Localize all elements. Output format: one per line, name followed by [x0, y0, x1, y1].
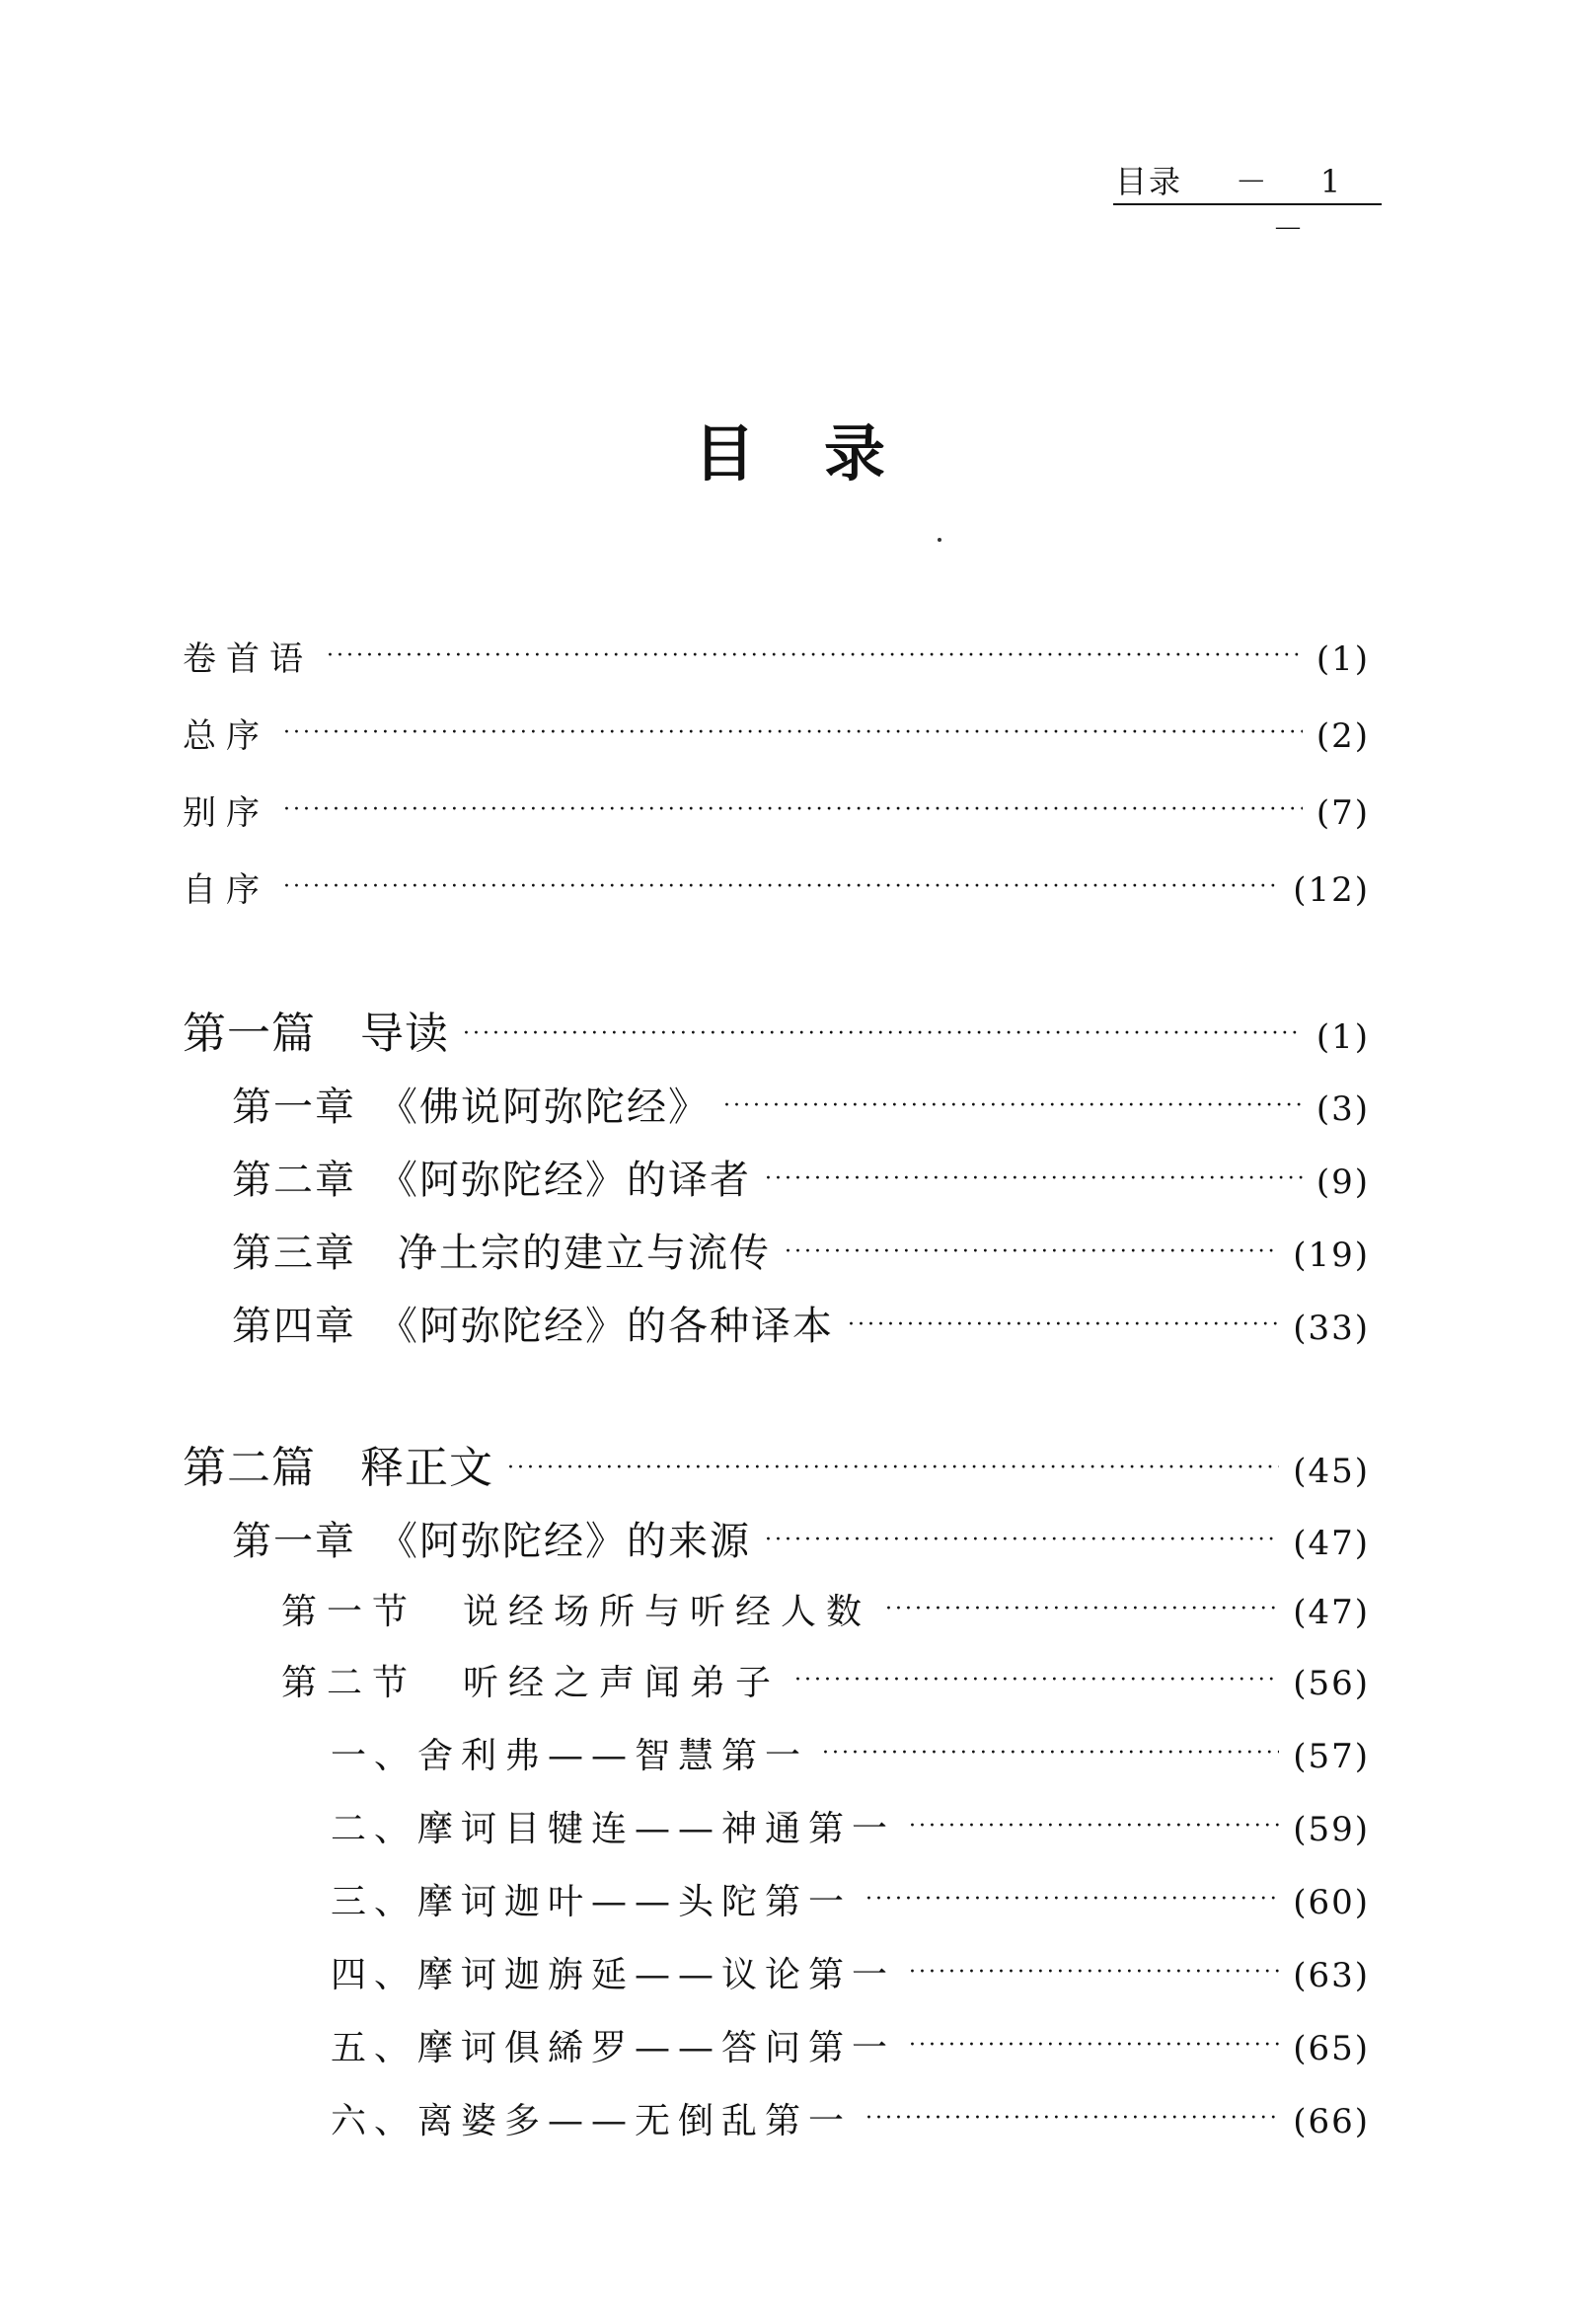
- toc-entry-title: 六、离婆多——无倒乱第一: [331, 2101, 853, 2141]
- toc-entry-page: (1): [1316, 1017, 1370, 1057]
- toc-entry-item-4[interactable]: [331, 1948, 1370, 2003]
- running-header-page-number: － 1 －: [1235, 163, 1363, 248]
- toc-entry-title: 第二章 《阿弥陀经》的译者: [232, 1158, 751, 1203]
- toc-entry-page: (7): [1316, 793, 1370, 833]
- toc-entry-page: (66): [1293, 2102, 1370, 2141]
- toc-dot-leader: [785, 1225, 1279, 1280]
- toc-entry-page: (60): [1293, 1883, 1370, 1922]
- toc-entry-item-1[interactable]: [331, 1729, 1370, 1784]
- toc-entry-item-2[interactable]: [331, 1802, 1370, 1857]
- toc-dot-leader: [865, 1872, 1279, 1927]
- toc-entry-title: 第二节 听经之声闻弟子: [281, 1663, 782, 1703]
- toc-entry-title: 别序: [183, 793, 269, 833]
- toc-entry-page: (19): [1293, 1236, 1370, 1275]
- toc-dot-leader: [327, 629, 1303, 684]
- running-header-label: 目录: [1115, 163, 1183, 200]
- toc-entry-title: 三、摩诃迦叶——头陀第一: [331, 1882, 853, 1922]
- toc-entry-front-zixu[interactable]: [183, 862, 1370, 918]
- toc-entry-part1-chapter-2[interactable]: [232, 1153, 1370, 1208]
- toc-entry-page: (59): [1293, 1810, 1370, 1849]
- toc-entry-page: (47): [1293, 1524, 1370, 1563]
- toc-entry-page: (2): [1316, 716, 1370, 756]
- toc-entry-page: (63): [1293, 1956, 1370, 1995]
- toc-dot-leader: [794, 1653, 1279, 1708]
- toc-entry-front-biexu[interactable]: [183, 786, 1370, 841]
- toc-dot-leader: [283, 860, 1279, 915]
- toc-entry-title: 自序: [183, 870, 269, 910]
- toc-entry-title: 第一节 说经场所与听经人数: [281, 1592, 872, 1632]
- toc-entry-page: (56): [1293, 1664, 1370, 1703]
- toc-entry-part1-chapter-4[interactable]: [232, 1299, 1370, 1354]
- toc-dot-leader: [909, 1945, 1279, 2000]
- toc-dot-leader: [283, 706, 1303, 761]
- toc-entry-title: 第四章 《阿弥陀经》的各种译本: [232, 1304, 834, 1349]
- toc-dot-leader: [865, 2091, 1279, 2146]
- toc-dot-leader: [909, 2018, 1279, 2073]
- toc-entry-title: 第三章 净土宗的建立与流传: [232, 1231, 771, 1276]
- toc-entry-page: (12): [1293, 870, 1370, 910]
- toc-dot-leader: [765, 1513, 1279, 1568]
- toc-entry-item-6[interactable]: [331, 2094, 1370, 2149]
- toc-entry-title: 五、摩诃俱絺罗——答问第一: [331, 2028, 896, 2068]
- toc-dot-leader: [283, 783, 1303, 838]
- toc-dot-leader: [885, 1582, 1279, 1637]
- toc-entry-title: 卷首语: [183, 639, 313, 679]
- toc-entry-page: (9): [1316, 1162, 1370, 1202]
- toc-entry-part-1[interactable]: [183, 1007, 1370, 1062]
- toc-dot-leader: [848, 1298, 1279, 1353]
- toc-entry-page: (3): [1316, 1089, 1370, 1129]
- page-title: 目录: [693, 417, 954, 489]
- toc-entry-title: 一、舍利弗——智慧第一: [331, 1736, 809, 1776]
- toc-entry-item-5[interactable]: [331, 2021, 1370, 2076]
- toc-entry-part1-chapter-1[interactable]: [232, 1080, 1370, 1135]
- toc-entry-title: 四、摩诃迦旃延——议论第一: [331, 1955, 896, 1995]
- toc-entry-title: 第一章 《佛说阿弥陀经》: [232, 1085, 710, 1130]
- toc-entry-title: 第二篇 释正文: [183, 1443, 493, 1493]
- toc-entry-title: 总序: [183, 716, 269, 756]
- toc-dot-leader: [765, 1152, 1303, 1207]
- toc-entry-section-2[interactable]: [281, 1656, 1370, 1711]
- toc-dot-leader: [909, 1799, 1279, 1854]
- toc-entry-part1-chapter-3[interactable]: [232, 1226, 1370, 1281]
- toc-dot-leader: [822, 1726, 1279, 1781]
- toc-entry-front-zongxu[interactable]: [183, 709, 1370, 764]
- toc-entry-page: (33): [1293, 1309, 1370, 1348]
- toc-entry-title: 第一篇 导读: [183, 1009, 449, 1059]
- toc-entry-front-juanshouyu[interactable]: [183, 632, 1370, 687]
- toc-entry-page: (45): [1293, 1452, 1370, 1491]
- toc-dot-leader: [723, 1079, 1303, 1134]
- toc-entry-page: (47): [1293, 1593, 1370, 1632]
- toc-entry-item-3[interactable]: [331, 1875, 1370, 1930]
- toc-entry-page: (1): [1316, 639, 1370, 679]
- toc-dot-leader: [463, 1007, 1303, 1062]
- toc-entry-part-2[interactable]: [183, 1441, 1370, 1496]
- toc-entry-title: 第一章 《阿弥陀经》的来源: [232, 1519, 751, 1564]
- toc-entry-page: (57): [1293, 1737, 1370, 1776]
- toc-entry-title: 二、摩诃目犍连——神通第一: [331, 1809, 896, 1849]
- toc-dot-leader: [507, 1441, 1279, 1496]
- toc-entry-section-1[interactable]: [281, 1585, 1370, 1640]
- toc-entry-part2-chapter-1[interactable]: [232, 1514, 1370, 1569]
- toc-entry-page: (65): [1293, 2029, 1370, 2068]
